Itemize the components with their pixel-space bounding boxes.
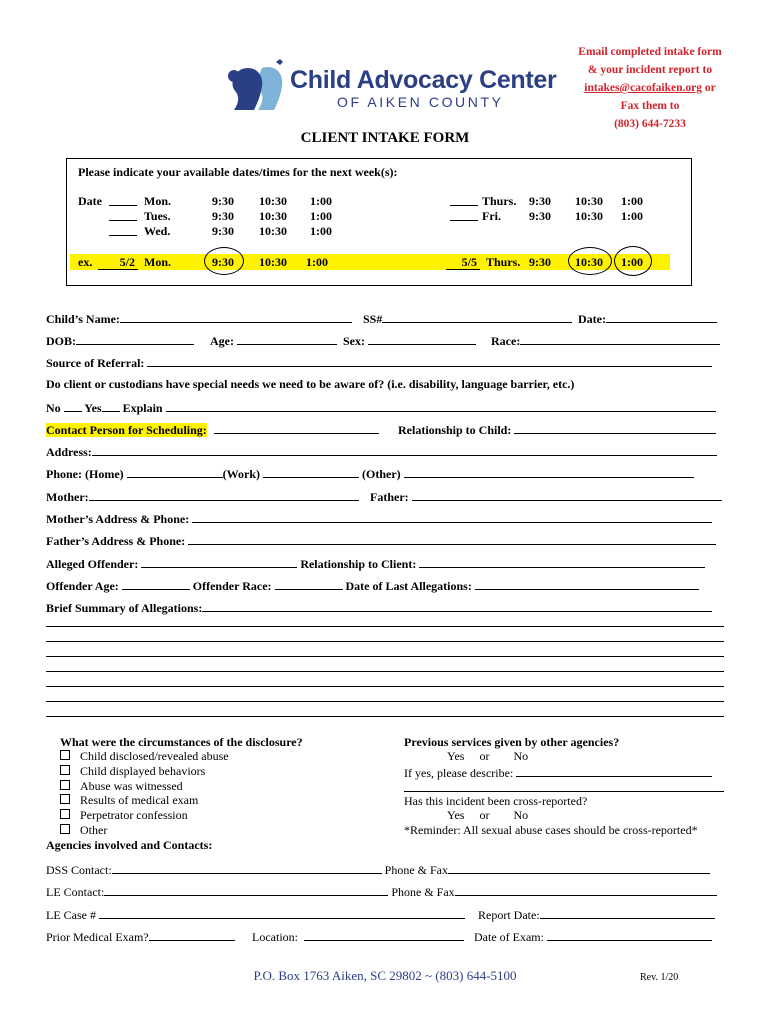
report-date-field[interactable] (540, 906, 715, 919)
child-name-field[interactable] (120, 310, 352, 323)
le-case-row (46, 906, 465, 922)
dss-phone-label: Phone & Fax (384, 863, 449, 877)
special-needs-row (46, 399, 716, 415)
le-phone-field[interactable] (455, 883, 717, 896)
mother-address-row (46, 510, 712, 526)
dss-label: DSS Contact: (46, 863, 112, 877)
example-time-930: 9:30 (212, 255, 234, 269)
disclosure-option[interactable]: Results of medical exam (60, 793, 229, 808)
address-row (46, 443, 717, 459)
no-field[interactable] (64, 399, 82, 412)
contact-or: or (701, 82, 716, 94)
summary-line[interactable] (46, 641, 724, 642)
report-date-row (478, 906, 715, 922)
example-circle (204, 247, 244, 275)
date-label: Date (78, 194, 102, 208)
time-fri-1030[interactable]: 10:30 (575, 209, 603, 223)
day-wed: Wed. (144, 224, 171, 238)
phone-work-label: (Work) (222, 467, 260, 481)
address-field[interactable] (92, 443, 717, 456)
dss-field[interactable] (112, 861, 382, 874)
father-address-label: Father’s Address & Phone: (46, 534, 186, 548)
wed-date-field[interactable] (109, 223, 137, 236)
le-case-field[interactable] (99, 906, 465, 919)
mother-field[interactable] (89, 488, 359, 501)
date-exam-field[interactable] (547, 928, 712, 941)
age-field[interactable] (237, 332, 337, 345)
phone-home-field[interactable] (127, 465, 223, 478)
describe-row (404, 764, 712, 780)
summary-field[interactable] (202, 599, 712, 612)
example-day-1: Mon. (144, 255, 171, 269)
example-time-100-b: 1:00 (621, 255, 643, 269)
explain-label: Explain (122, 401, 163, 415)
ss-label: SS# (363, 312, 383, 326)
ss-row (363, 310, 572, 326)
schedule-prompt: Please indicate your available dates/times for the next week(s): (78, 165, 398, 179)
phone-work-field[interactable] (263, 465, 359, 478)
offender-age-field[interactable] (122, 577, 190, 590)
example-time-1030-b: 10:30 (575, 255, 603, 269)
father-label: Father: (370, 490, 409, 504)
le-label: LE Contact: (46, 885, 105, 899)
disclosure-option[interactable]: Child displayed behaviors (60, 764, 229, 779)
previous-services-title: Previous services given by other agencies? (404, 735, 620, 749)
relationship-client-label: Relationship to Client: (300, 557, 417, 571)
race-label: Race: (491, 334, 521, 348)
fri-date-field[interactable] (450, 208, 478, 221)
previous-yes-or-no[interactable]: Yes or No (447, 749, 529, 763)
example-time-1030: 10:30 (259, 255, 287, 269)
offender-age-label: Offender Age: (46, 579, 119, 593)
disclosure-title: What were the circumstances of the disclosure? (60, 735, 303, 749)
age-row (210, 332, 337, 348)
last-allegations-field[interactable] (475, 577, 699, 590)
dob-row (46, 332, 194, 348)
date-exam-label: Date of Exam: (474, 930, 544, 944)
father-address-row (46, 532, 716, 548)
no-label: No (46, 401, 61, 415)
logo-title: Child Advocacy Center (290, 66, 557, 94)
ss-field[interactable] (382, 310, 572, 323)
summary-line[interactable] (46, 686, 724, 687)
offender-race-label: Offender Race: (192, 579, 272, 593)
relationship-client-field[interactable] (419, 555, 705, 568)
disclosure-options (60, 749, 229, 838)
relationship-child-label: Relationship to Child: (398, 423, 512, 437)
time-thurs-1030[interactable]: 10:30 (575, 194, 603, 208)
report-date-label: Report Date: (478, 908, 540, 922)
example-time-100: 1:00 (306, 255, 328, 269)
day-tues: Tues. (144, 209, 171, 223)
date-exam-row (474, 928, 712, 944)
checkbox-icon[interactable] (60, 780, 70, 790)
contact-person-field[interactable] (214, 421, 379, 434)
time-wed-1030[interactable]: 10:30 (259, 224, 287, 238)
logo-subtitle: OF AIKEN COUNTY (337, 94, 504, 110)
footer-address: P.O. Box 1763 Aiken, SC 29802 ~ (803) 644-5100 (253, 968, 517, 983)
prior-medical-field[interactable] (149, 928, 235, 941)
example-circle (568, 247, 612, 275)
mother-address-label: Mother’s Address & Phone: (46, 512, 190, 526)
example-circle (614, 246, 652, 276)
time-wed-930[interactable]: 9:30 (212, 224, 234, 238)
agencies-title: Agencies involved and Contacts: (46, 838, 213, 852)
disclosure-option[interactable]: Other (60, 823, 229, 838)
time-mon-1030[interactable]: 10:30 (259, 194, 287, 208)
revision-label: Rev. 1/20 (640, 972, 679, 983)
phone-other-label: (Other) (362, 467, 401, 481)
describe-line[interactable] (404, 791, 724, 792)
phone-row (46, 465, 694, 481)
location-row (252, 928, 464, 944)
time-wed-100[interactable]: 1:00 (310, 224, 332, 238)
special-needs-question: Do client or custodians have special needs we need to be aware of? (i.e. disability, language barrier, etc.) (46, 377, 575, 391)
le-phone-label: Phone & Fax (391, 885, 455, 899)
le-row (46, 883, 717, 899)
contact-person-label: Contact Person for Scheduling: (46, 423, 207, 437)
time-fri-930[interactable]: 9:30 (529, 209, 551, 223)
phone-other-field[interactable] (404, 465, 694, 478)
summary-label: Brief Summary of Allegations: (46, 601, 203, 615)
cross-report-reminder: *Reminder: All sexual abuse cases should be cross-reported* (404, 823, 698, 837)
referral-row (46, 354, 712, 370)
time-fri-100[interactable]: 1:00 (621, 209, 643, 223)
form-title: CLIENT INTAKE FORM (300, 130, 470, 146)
offender-details-row (46, 577, 699, 593)
sex-field[interactable] (368, 332, 476, 345)
location-field[interactable] (304, 928, 464, 941)
race-row (491, 332, 720, 348)
alleged-offender-label: Alleged Offender: (46, 557, 139, 571)
date-label-field: Date: (578, 312, 606, 326)
referral-label: Source of Referral: (46, 356, 145, 370)
contact-line-1: Email completed intake form (578, 46, 722, 58)
alleged-offender-row (46, 555, 705, 571)
example-date-1: 5/2 (98, 255, 138, 270)
mother-address-field[interactable] (192, 510, 712, 523)
address-label: Address: (46, 445, 92, 459)
cross-yes-or-no[interactable]: Yes or No (447, 808, 529, 822)
day-mon: Mon. (144, 194, 171, 208)
disclosure-option[interactable]: Abuse was witnessed (60, 779, 229, 794)
phone-home-label: Phone: (Home) (46, 467, 124, 481)
father-address-field[interactable] (188, 532, 716, 545)
time-tues-100[interactable]: 1:00 (310, 209, 332, 223)
thurs-date-field[interactable] (450, 193, 478, 206)
child-name-label: Child’s Name: (46, 312, 120, 326)
relationship-child-field[interactable] (514, 421, 716, 434)
mother-label: Mother: (46, 490, 89, 504)
checkbox-icon[interactable] (60, 765, 70, 775)
checkbox-icon[interactable] (60, 750, 70, 760)
offender-race-field[interactable] (275, 577, 343, 590)
checkbox-icon[interactable] (60, 824, 70, 834)
summary-row (46, 599, 712, 615)
time-thurs-930[interactable]: 9:30 (529, 194, 551, 208)
contact-person-row (46, 421, 379, 437)
tues-date-field[interactable] (109, 208, 137, 221)
race-field[interactable] (520, 332, 720, 345)
summary-line[interactable] (46, 671, 724, 672)
le-field[interactable] (104, 883, 388, 896)
prior-medical-row (46, 928, 235, 944)
example-prefix: ex. (78, 255, 93, 269)
mon-date-field[interactable] (109, 193, 137, 206)
fax-number: (803) 644-7233 (614, 118, 686, 130)
dss-phone-field[interactable] (448, 861, 710, 874)
checkbox-icon[interactable] (60, 809, 70, 819)
dob-label: DOB: (46, 334, 76, 348)
sex-label: Sex: (343, 334, 365, 348)
father-row (370, 488, 722, 504)
contact-instructions (560, 43, 740, 133)
day-thurs: Thurs. (482, 194, 517, 208)
age-label: Age: (210, 334, 234, 348)
mother-row (46, 488, 359, 504)
summary-line[interactable] (46, 716, 724, 717)
time-mon-100[interactable]: 1:00 (310, 194, 332, 208)
summary-line[interactable] (46, 701, 724, 702)
referral-field[interactable] (147, 354, 712, 367)
describe-label: If yes, please describe: (404, 766, 514, 780)
le-case-label: LE Case # (46, 908, 96, 922)
explain-field[interactable] (166, 399, 716, 412)
contact-line-2: & your incident report to (587, 64, 713, 76)
sex-row (343, 332, 476, 348)
yes-field[interactable] (102, 399, 120, 412)
disclosure-option[interactable]: Perpetrator confession (60, 808, 229, 823)
dss-row (46, 861, 710, 877)
email-link[interactable]: intakes@cacofaiken.org (584, 82, 702, 94)
day-fri: Fri. (482, 209, 501, 223)
yes-label: Yes (84, 401, 102, 415)
date-row (578, 310, 717, 326)
children-silhouette-icon (228, 58, 290, 116)
child-name-row (46, 310, 352, 326)
relationship-child-row (398, 421, 716, 437)
contact-line-4: Fax them to (620, 100, 680, 112)
father-field[interactable] (412, 488, 722, 501)
checkbox-icon[interactable] (60, 794, 70, 804)
date-field[interactable] (606, 310, 717, 323)
alleged-offender-field[interactable] (141, 555, 297, 568)
dob-field[interactable] (76, 332, 194, 345)
example-time-930-b: 9:30 (529, 255, 551, 269)
time-tues-930[interactable]: 9:30 (212, 209, 234, 223)
example-day-2: Thurs. (486, 255, 521, 269)
example-date-2: 5/5 (446, 255, 480, 270)
time-tues-1030[interactable]: 10:30 (259, 209, 287, 223)
disclosure-option[interactable]: Child disclosed/revealed abuse (60, 749, 229, 764)
cross-reported-question: Has this incident been cross-reported? (404, 794, 588, 808)
time-thurs-100[interactable]: 1:00 (621, 194, 643, 208)
describe-field[interactable] (516, 764, 712, 777)
summary-line[interactable] (46, 656, 724, 657)
last-allegations-label: Date of Last Allegations: (345, 579, 472, 593)
location-label: Location: (252, 930, 298, 944)
summary-line[interactable] (46, 626, 724, 627)
time-mon-930[interactable]: 9:30 (212, 194, 234, 208)
prior-medical-label: Prior Medical Exam? (46, 930, 149, 944)
